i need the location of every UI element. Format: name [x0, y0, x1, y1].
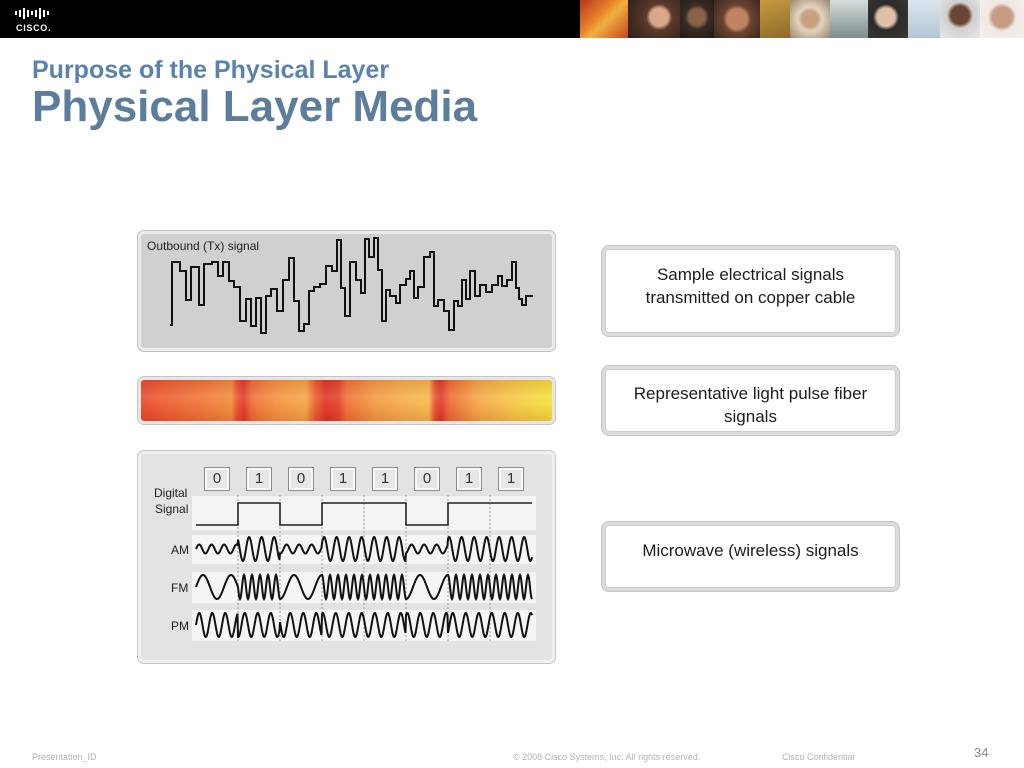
digital-row-band — [192, 496, 536, 530]
header-photo — [868, 0, 908, 38]
callout-copper-line1: Sample electrical signals — [656, 264, 845, 284]
cisco-logo — [12, 5, 60, 35]
bit-box: 0 — [414, 467, 440, 491]
header-bar — [0, 0, 1024, 38]
bit-box: 0 — [288, 467, 314, 491]
footer-copyright: © 2008 Cisco Systems, Inc. All rights reserved. — [513, 752, 701, 762]
header-photo — [980, 0, 1024, 38]
slide-title: Physical Layer Media — [32, 82, 478, 131]
copper-signal-label: Outbound (Tx) signal — [147, 239, 260, 253]
cisco-logo-bar — [35, 10, 37, 17]
cisco-logo-bar — [27, 10, 29, 17]
page-number: 34 — [974, 745, 989, 760]
cisco-logo-bar — [15, 11, 17, 15]
am-label: AM — [171, 543, 189, 557]
bit-box: 0 — [204, 467, 230, 491]
cisco-logo-bar — [43, 10, 45, 17]
fiber-light-pulse-bar — [138, 377, 555, 424]
pm-label: PM — [171, 619, 189, 633]
fm-row-band — [192, 572, 536, 603]
callout-fiber-line1: Representative light pulse fiber — [633, 383, 868, 403]
bit-box: 1 — [498, 467, 524, 491]
header-photo — [580, 0, 628, 38]
cisco-logo-bar — [39, 8, 41, 19]
header-photo — [714, 0, 760, 38]
footer-confidential: Cisco Confidential — [782, 752, 855, 762]
cisco-logo-text: CISCO. — [16, 23, 52, 33]
footer-presentation-id: Presentation_ID — [32, 752, 97, 762]
header-photo — [790, 0, 830, 38]
header-photo — [760, 0, 790, 38]
callout-wireless-line1: Microwave (wireless) signals — [642, 540, 859, 560]
header-photo — [940, 0, 980, 38]
cisco-logo-bar — [47, 11, 49, 15]
bit-box: 1 — [330, 467, 356, 491]
callout-wireless — [602, 522, 899, 591]
pm-row-band — [192, 610, 536, 641]
header-photo-strip — [580, 0, 1024, 38]
am-row-band — [192, 535, 536, 564]
cisco-logo-bar — [19, 10, 21, 17]
callout-fiber — [602, 366, 899, 435]
bit-box: 1 — [456, 467, 482, 491]
cisco-logo-bar — [23, 8, 25, 19]
digital-signal-label-line2: Signal — [155, 502, 189, 516]
cisco-logo-bars — [15, 7, 49, 19]
header-photo — [628, 0, 680, 38]
bit-box: 1 — [372, 467, 398, 491]
slide-subtitle: Purpose of the Physical Layer — [32, 56, 390, 84]
header-photo — [908, 0, 940, 38]
callout-copper-line2: transmitted on copper cable — [645, 287, 856, 307]
fm-label: FM — [171, 581, 189, 595]
cisco-logo-bar — [31, 11, 33, 15]
digital-signal-label-line1: Digital — [154, 486, 188, 500]
header-photo — [680, 0, 714, 38]
header-photo — [830, 0, 868, 38]
callout-copper — [602, 246, 899, 336]
callout-fiber-line2: signals — [724, 406, 777, 426]
bit-box: 1 — [246, 467, 272, 491]
